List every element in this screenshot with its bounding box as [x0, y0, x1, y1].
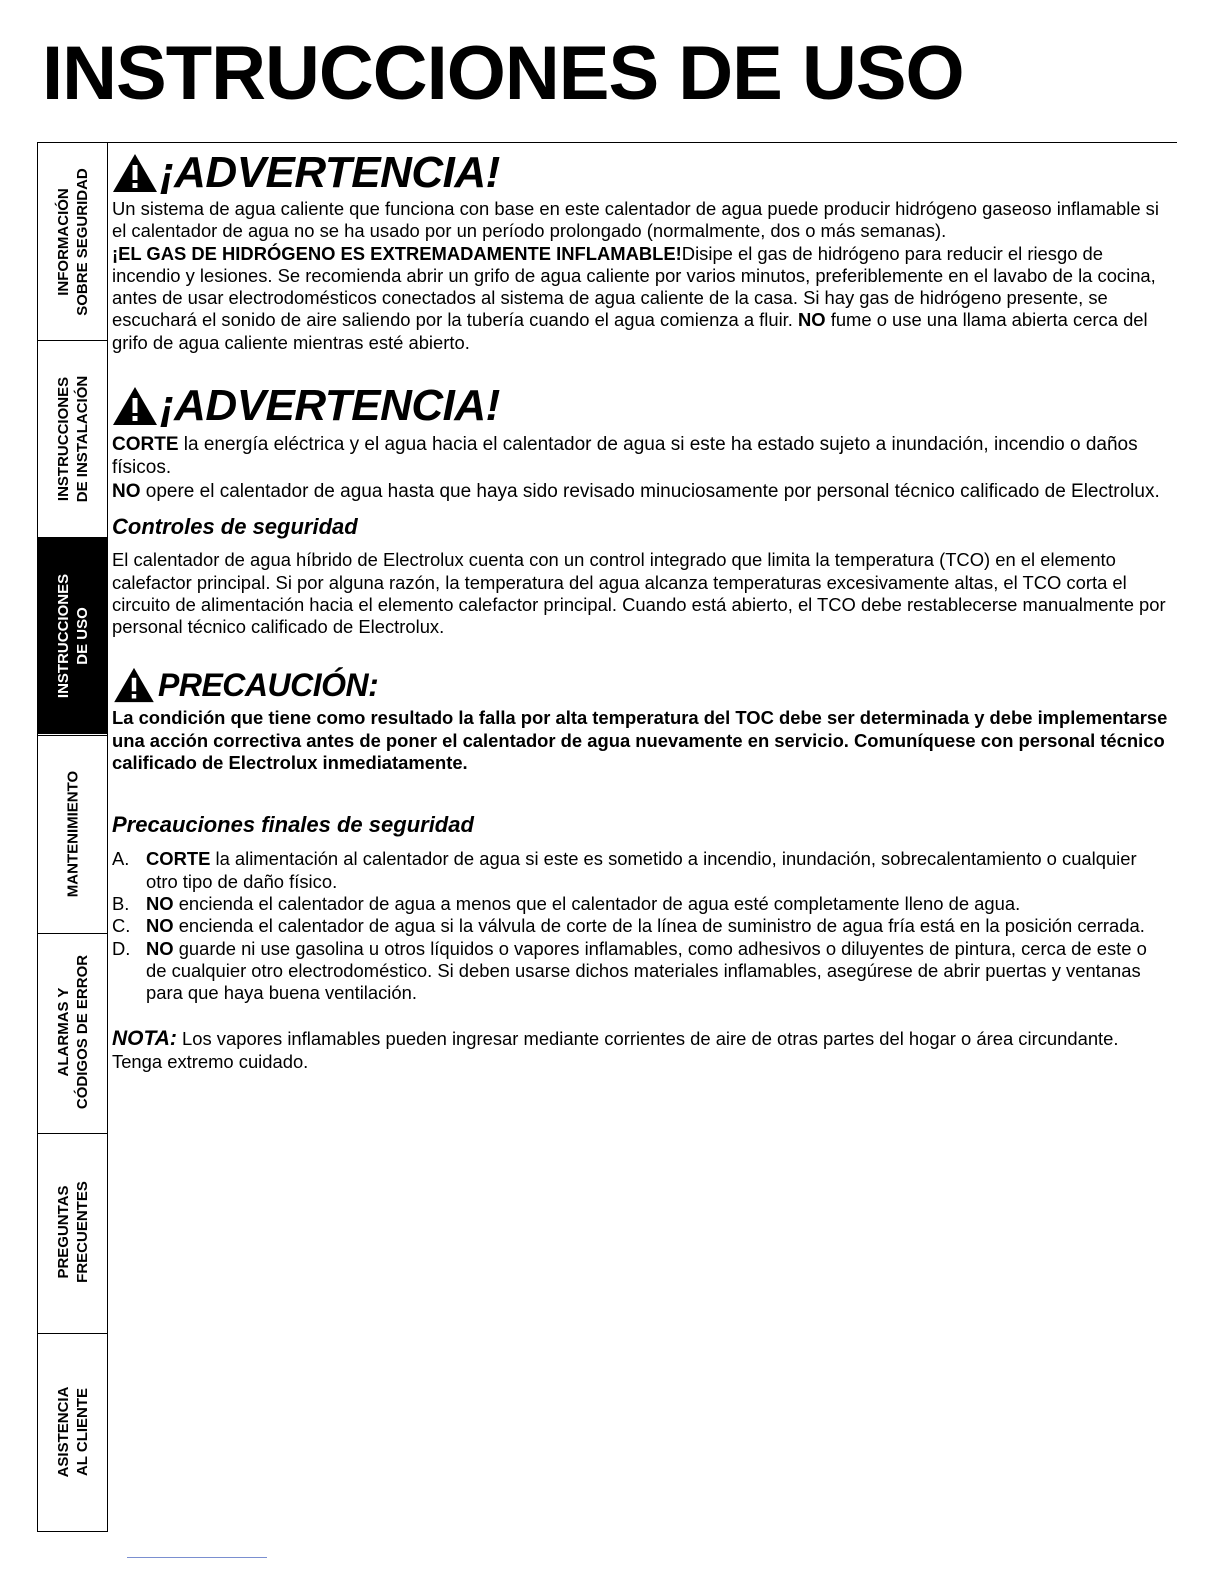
list-letter: B. — [112, 892, 130, 914]
tab-label — [63, 771, 82, 897]
warning-text — [112, 198, 1172, 354]
caution-heading — [112, 663, 1172, 707]
warning-emphasis: ¡EL GAS DE HIDRÓGENO ES EXTREMADAMENTE INFLAMABLE! — [112, 242, 682, 264]
warning-keyword: CORTE — [112, 434, 179, 456]
tab-label-line1: ALARMAS Y — [54, 987, 72, 1077]
warning-triangle-icon — [112, 386, 158, 426]
list-letter: A. — [112, 848, 130, 870]
section-heading: Controles de seguridad — [112, 514, 358, 540]
list-item — [112, 915, 1172, 937]
tab-label-line1: INSTRUCCIONES — [54, 573, 72, 699]
list-letter: D. — [112, 937, 131, 959]
section-text: El calentador de agua híbrido de Electrolux cuenta con un control integrado que limita la temperatura (TCO) en el elemento calefactor principal. Si por alguna razón, la temperatura del agua alcanza temperaturas excesivamente altas, el TCO corta el circuito de alimentación hacia el elemento calefactor principal. Cuando está abierto, el TCO debe restablecerse manualmente por personal técnico calificado de Electrolux. — [112, 549, 1166, 638]
tab-label-line1: INFORMACIÓN — [54, 187, 72, 296]
warning-text-part: Un sistema de agua caliente que funciona con base en este calentador de agua puede producir hidrógeno gaseoso inflamable si el calentador de agua no se ha usado por un período prolongado (normalmente, dos o más semanas). — [112, 198, 1159, 242]
tab-label-line2: SOBRE SEGURIDAD — [73, 167, 91, 316]
warning-keyword: NO — [112, 480, 141, 502]
tab-label — [54, 376, 92, 502]
tab-label — [54, 1181, 92, 1283]
list-text: encienda el calentador de agua si la válvula de corte de la línea de suministro de agua fría está en la posición cerrada. — [173, 915, 1145, 937]
footer-line — [127, 1557, 267, 1558]
list-keyword: NO — [146, 892, 174, 914]
list-body — [146, 915, 1172, 937]
title-rule — [37, 142, 1177, 143]
tab-label-line1: INSTRUCCIONES — [54, 376, 72, 502]
side-tabs — [37, 143, 108, 1532]
precautions-list — [112, 848, 1172, 1004]
list-item — [112, 938, 1172, 1005]
warning-heading — [112, 381, 1172, 431]
section-heading: Precauciones finales de seguridad — [112, 812, 474, 838]
warning-heading-text: ¡ADVERTENCIA! — [160, 381, 500, 431]
tab-label — [54, 574, 92, 698]
warning-text-part: opere el calentador de agua hasta que haya sido revisado minuciosamente por personal técnico calificado de Electrolux. — [140, 480, 1160, 502]
list-text: la alimentación al calentador de agua si este es sometido a incendio, inundación, sobrecalentamiento o cualquier otro tipo de daño físico. — [146, 848, 1137, 892]
warning-triangle-icon — [112, 667, 156, 703]
tab-label-line2: AL CLIENTE — [73, 1387, 91, 1477]
tab-label — [54, 168, 92, 316]
tab-label — [54, 955, 92, 1109]
caution-heading-text: PRECAUCIÓN: — [158, 666, 379, 703]
list-keyword: CORTE — [146, 848, 211, 870]
list-keyword: NO — [146, 915, 174, 937]
list-body — [146, 938, 1172, 1005]
tab-label-line2: DE INSTALACIÓN — [73, 375, 91, 503]
tab-installation[interactable] — [38, 340, 107, 537]
list-item — [112, 893, 1172, 915]
tab-label-line2: CÓDIGOS DE ERROR — [73, 954, 91, 1110]
tab-alarms[interactable] — [38, 933, 107, 1130]
tab-safety-info[interactable] — [38, 143, 107, 340]
tab-usage[interactable] — [38, 537, 107, 734]
warning-keyword: NO — [798, 309, 826, 331]
warning-heading-text: ¡ADVERTENCIA! — [160, 148, 500, 197]
note — [112, 1028, 1172, 1073]
warning-triangle-icon — [112, 153, 158, 193]
note-label: NOTA: — [112, 1027, 177, 1051]
list-body — [146, 893, 1172, 915]
tab-label — [54, 1387, 92, 1478]
list-body — [146, 848, 1172, 893]
tab-label-line2: FRECUENTES — [73, 1181, 91, 1283]
list-text: guarde ni use gasolina u otros líquidos o vapores inflamables, como adhesivos o diluyentes de pintura, cerca de este o de cualquier otro electrodoméstico. Si deben usarse dichos materiales inflamables, asegúrese de abrir puertas y ventanas para que haya buena ventilación. — [146, 937, 1147, 1004]
list-keyword: NO — [146, 937, 174, 959]
tab-maintenance[interactable] — [38, 735, 107, 932]
main-content — [112, 148, 1172, 1073]
warning-text-part: la energía eléctrica y el agua hacia el calentador de agua si este ha estado sujeto a inundación, incendio o daños físicos. — [112, 434, 1138, 479]
tab-label-line1: ASISTENCIA — [54, 1386, 72, 1478]
tab-customer-support[interactable] — [38, 1333, 107, 1530]
tab-faq[interactable] — [38, 1133, 107, 1330]
note-text: Los vapores inflamables pueden ingresar mediante corrientes de aire de otras partes del hogar o área circundante. Tenga extremo cuidado. — [112, 1028, 1119, 1072]
tab-label-line1: PREGUNTAS — [54, 1185, 72, 1279]
tab-label-line2: DE USO — [73, 607, 91, 665]
list-letter: C. — [112, 915, 131, 937]
caution-text: La condición que tiene como resultado la falla por alta temperatura del TOC debe ser determinada y debe implementarse una acción correctiva antes de poner el calentador de agua nuevamente en servicio. Comuníquese con personal técnico calificado de Electrolux inmediatamente. — [112, 707, 1168, 774]
list-text: encienda el calentador de agua a menos que el calentador de agua esté completamente lleno de agua. — [173, 892, 1021, 914]
warning-text — [112, 433, 1172, 503]
warning-text-part: Disipe el gas de hidrógeno para reducir el riesgo de incendio y lesiones. Se recomienda abrir un grifo de agua caliente por varios minutos, preferiblemente en el lavabo de la cocina, antes de usar electrodomésticos conectados al sistema de agua caliente de la casa. Si hay gas de hidrógeno presente, se escuchará el sonido de aire saliendo por la tubería cuando el agua comienza a fluir. — [112, 242, 1156, 331]
page-title: INSTRUCCIONES DE USO — [42, 31, 964, 116]
warning-text-part: fume o use una llama abierta cerca del grifo de agua caliente mientras esté abierto. — [112, 309, 1148, 353]
tab-label-line1: MANTENIMIENTO — [64, 770, 81, 898]
list-item — [112, 848, 1172, 893]
warning-heading — [112, 148, 1172, 198]
